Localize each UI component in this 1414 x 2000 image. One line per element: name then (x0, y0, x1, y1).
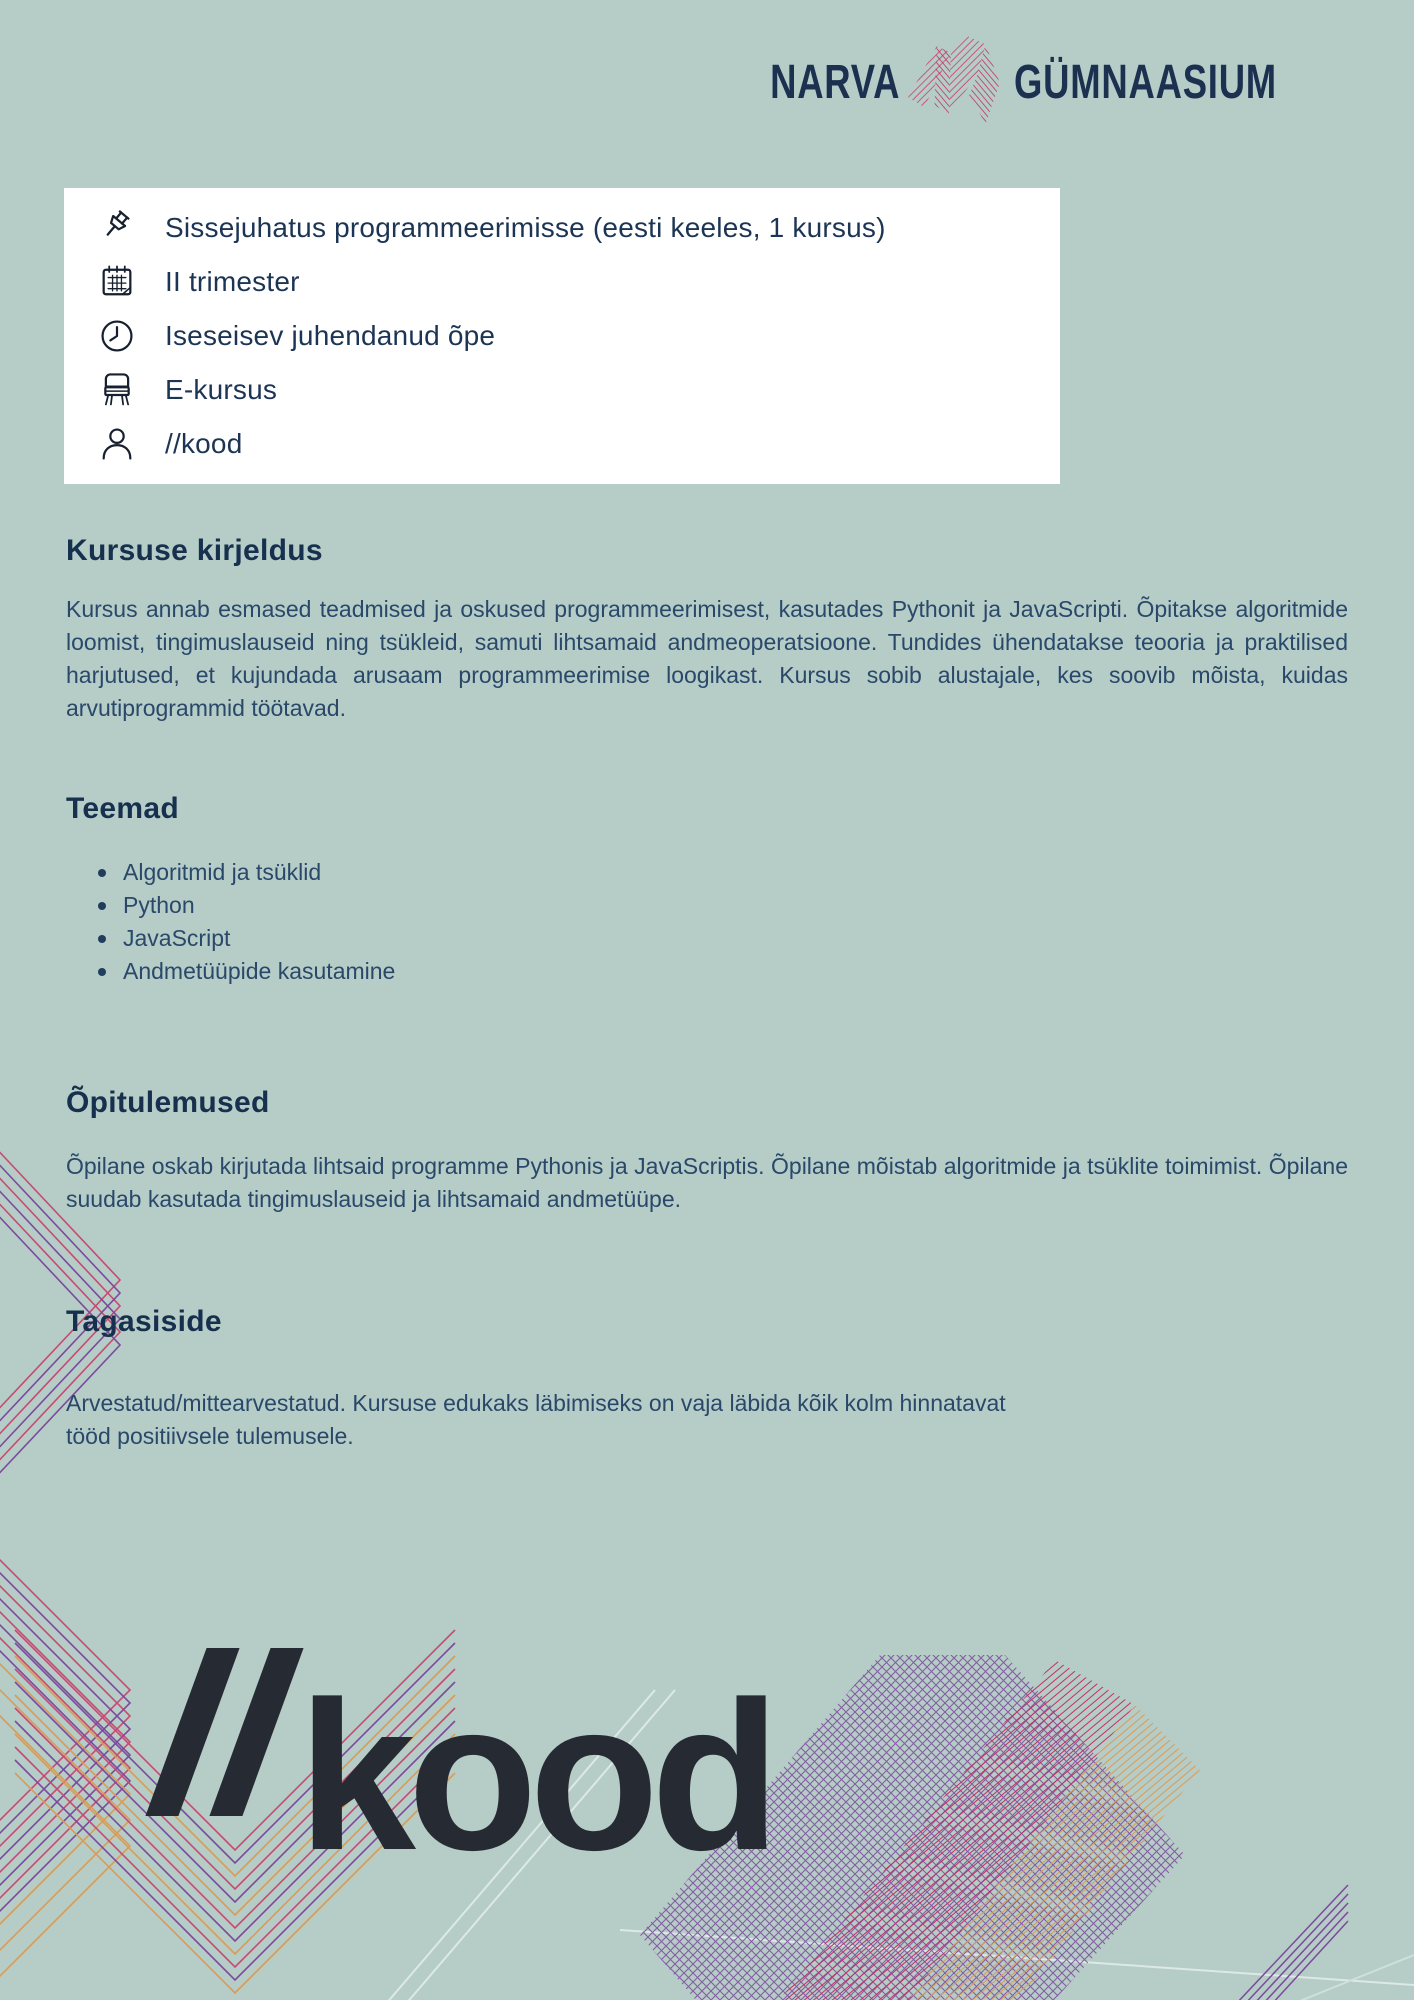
course-term: II trimester (165, 266, 300, 297)
person-icon (97, 424, 137, 464)
brand-logo (729, 34, 1360, 130)
section-body-feedback: Arvestatud/mittearvestatud. Kursuse edukaks läbimiseks on vaja läbida kõik kolm hinnatavat tööd positiivsele tulemusele. (66, 1390, 1006, 1449)
course-term-row (64, 262, 1060, 302)
course-title-row (64, 208, 1060, 248)
topic-item: JavaScript (66, 922, 395, 955)
course-mode: Iseseisev juhendanud õpe (165, 320, 496, 351)
section-title-description: Kursuse kirjeldus (66, 534, 323, 567)
pushpin-icon (97, 208, 137, 248)
kood-logo-wordmark: kood (298, 1657, 773, 1894)
brand-gymnasium-label: GÜMNAASIUM (1014, 55, 1277, 109)
course-mode-row (64, 316, 1060, 356)
section-title-topics: Teemad (66, 792, 179, 825)
topic-item: Andmetüüpide kasutamine (66, 955, 395, 988)
brand-zigzag-icon (906, 34, 1008, 130)
calendar-icon (97, 262, 137, 302)
section-title-feedback: Tagasiside (66, 1305, 222, 1338)
course-title: Sissejuhatus programmeerimisse (eesti keeles, 1 kursus) (165, 212, 886, 243)
course-format: E-kursus (165, 374, 278, 405)
course-provider: //kood (165, 428, 243, 459)
brand-narva-label: NARVA (769, 55, 901, 109)
topic-item: Algoritmid ja tsüklid (66, 856, 395, 889)
chair-icon (97, 370, 137, 410)
clock-icon (97, 316, 137, 356)
topics-list (66, 856, 395, 988)
section-title-outcomes: Õpitulemused (66, 1086, 270, 1119)
section-body-outcomes: Õpilane oskab kirjutada lihtsaid programme Pythonis ja JavaScriptis. Õpilane mõistab algoritmide ja tsüklite toimimist. Õpilane suudab kasutada tingimuslauseid ja lihtsamaid andmetüüpe. (66, 1153, 1348, 1212)
course-summary-card (64, 188, 1060, 484)
topic-item: Python (66, 889, 395, 922)
course-provider-row (64, 424, 1060, 464)
course-format-row (64, 370, 1060, 410)
section-body-description: Kursus annab esmased teadmised ja oskused programmeerimisest, kasutades Pythonit ja JavaScripti. Õpitakse algoritmide loomist, tingimuslauseid ning tsükleid, samuti lihtsamaid andmeoperatsioone. Tundides ühendatakse teooria ja praktilised harjutused, et kujundada arusaam programmeerimise loogikast. Kursus sobib alustajale, kes soovib mõista, kuidas arvutiprogrammid töötavad. (66, 596, 1348, 721)
